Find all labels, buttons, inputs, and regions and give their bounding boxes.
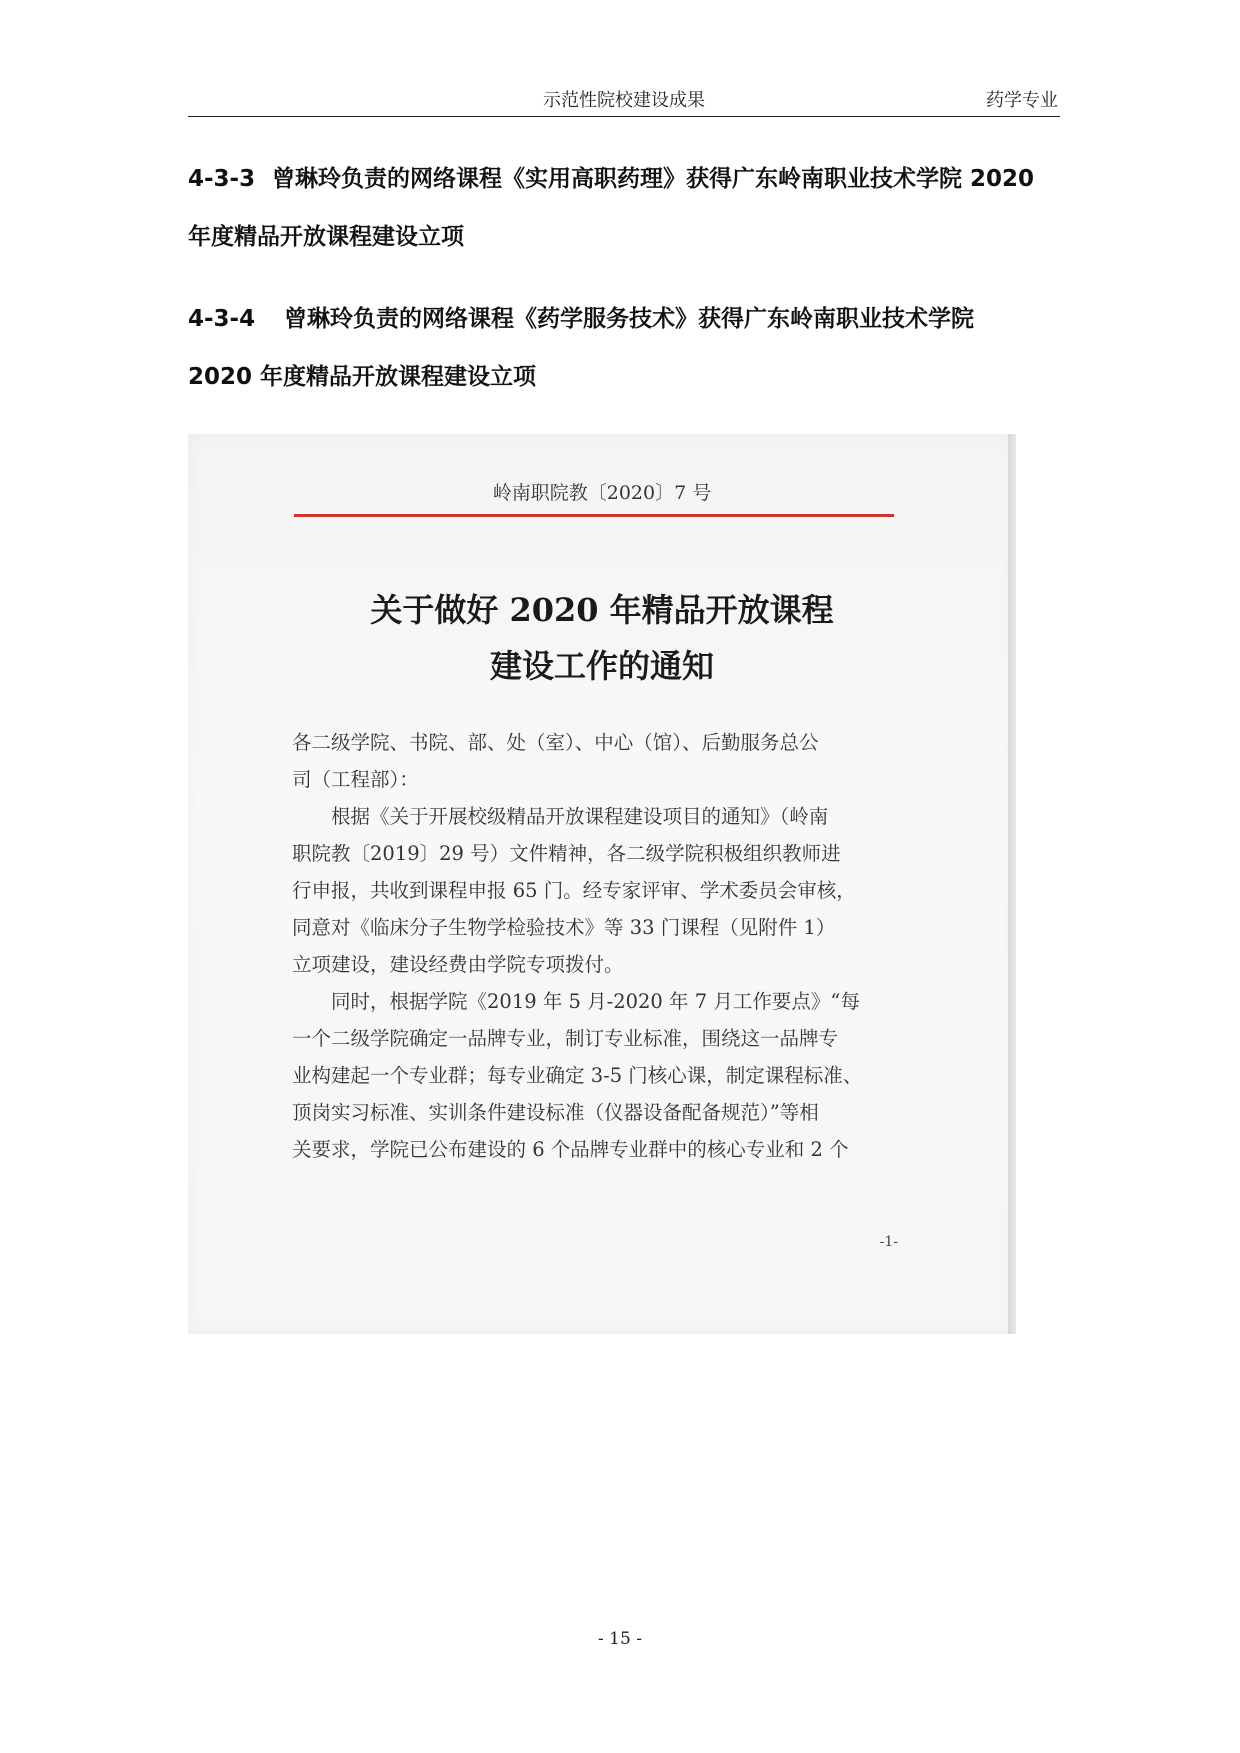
heading-text: 曾琳玲负责的网络课程《药学服务技术》获得广东岭南职业技术学院 [284,306,974,332]
body-line: 根据《关于开展校级精品开放课程建设项目的通知》（岭南 [292,805,829,828]
section-number: 4-3-3 [188,166,256,192]
body-line: 同时，根据学院《2019 年 5 月-2020 年 7 月工作要点》“每 [292,990,860,1013]
heading-text: 曾琳玲负责的网络课程《实用高职药理》获得广东岭南职业技术学院 2020 [272,166,1035,192]
heading-line-2: 年度精品开放课程建设立项 [188,224,464,250]
body-line: 关要求，学院已公布建设的 6 个品牌专业群中的核心专业和 2 个 [292,1138,849,1161]
page-number: - 15 - [598,1629,642,1649]
body-line: 立项建设，建设经费由学院专项拨付。 [292,953,624,976]
body-line: 顶岗实习标准、实训条件建设标准（仪器设备配备规范）”等相 [292,1101,819,1124]
notice-title-line-2: 建设工作的通知 [489,647,714,685]
scan-edge [1008,434,1016,1334]
page-header [188,80,1060,117]
notice-title-line-1: 关于做好 2020 年精品开放课程 [370,591,834,629]
body-line: 职院教〔2019〕29 号）文件精神，各二级学院积极组织教师进 [292,842,841,865]
section-number: 4-3-4 [188,306,256,332]
body-line: 同意对《临床分子生物学检验技术》等 33 门课程（见附件 1） [292,916,836,939]
heading-line-1 [188,150,1060,208]
body-line: 各二级学院、书院、部、处（室）、中心（馆）、后勤服务总公 [292,731,819,754]
body-line: 行申报，共收到课程申报 65 门。经专家评审、学术委员会审核， [292,879,856,902]
header-major: 药学专业 [986,90,1058,111]
red-header-rule [294,514,894,517]
body-line: 司（工程部）： [292,768,419,791]
body-line: 业构建起一个专业群；每专业确定 3-5 门核心课，制定课程标准、 [292,1064,863,1087]
scan-page-number: -1- [879,1234,898,1250]
heading-line-1 [188,290,1060,348]
notice-title [188,582,1016,694]
heading-line-2: 2020 年度精品开放课程建设立项 [188,364,537,390]
scanned-notice-image [188,434,1016,1334]
header-title: 示范性院校建设成果 [543,90,705,111]
document-number: 岭南职院教〔2020〕7 号 [492,482,712,504]
section-heading-4-3-4 [188,290,1060,406]
body-line: 一个二级学院确定一品牌专业，制订专业标准，围绕这一品牌专 [292,1027,839,1050]
section-heading-4-3-3 [188,150,1060,266]
notice-body [292,724,904,1168]
